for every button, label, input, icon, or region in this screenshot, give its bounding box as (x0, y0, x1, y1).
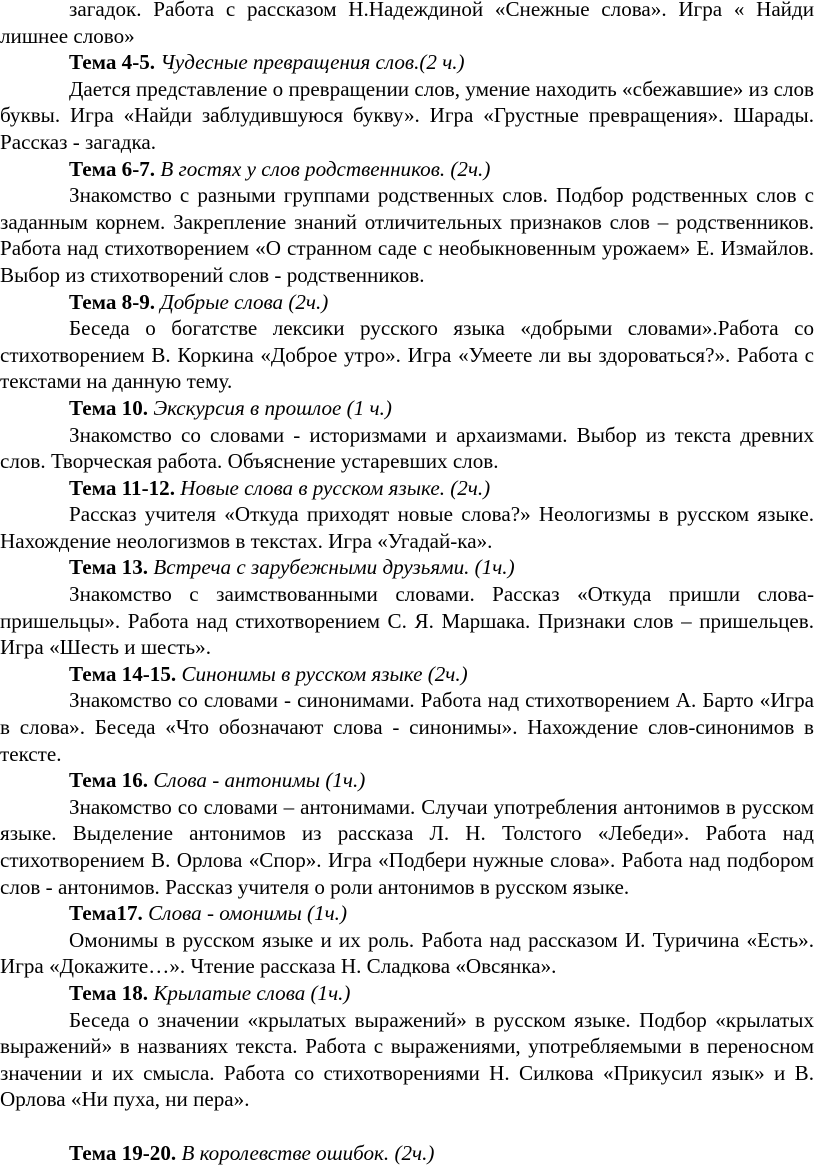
topic-title: Синонимы в русском языке (2ч.) (181, 661, 468, 686)
topic-heading-19-20 (0, 1140, 814, 1166)
topic-description: Знакомство со словами - историзмами и архаизмами. Выбор из текста древних слов. Творческая работа. Объяснение устаревших слов. (0, 422, 814, 474)
topic-heading-6-7 (0, 156, 814, 183)
topic-heading-16 (0, 767, 814, 794)
topic-heading-14-15 (0, 661, 814, 688)
topic-title: Экскурсия в прошлое (1 ч.) (153, 395, 392, 420)
topic-description: Беседа о богатстве лексики русского языка «добрыми словами».Работа со стихотворением В. Коркина «Доброе утро». Игра «Умеете ли вы здороваться?». Работа с текстами на данную тему. (0, 316, 814, 394)
topic-heading-8-9 (0, 289, 814, 316)
topic-title: Добрые слова (2ч.) (160, 289, 329, 314)
topic-title: Встреча с зарубежными друзьями. (1ч.) (153, 555, 515, 580)
topic-heading-11-12 (0, 475, 814, 502)
topic-title: В королевстве ошибок. (2ч.) (181, 1140, 435, 1165)
topic-title: Крылатые слова (1ч.) (153, 980, 351, 1005)
topic-number: Тема 6-7. (69, 156, 156, 181)
topic-number: Тема 14-15. (69, 661, 177, 686)
topic-description: Омонимы в русском языке и их роль. Работа над рассказом И. Туричина «Есть». Игра «Докажите…». Чтение рассказа Н. Сладкова «Овсянка». (0, 927, 814, 979)
topic-number: Тема 18. (69, 980, 149, 1005)
topic-title: В гостях у слов родственников. (2ч.) (160, 156, 491, 181)
topic-title: Слова - антонимы (1ч.) (153, 768, 366, 793)
topic-number: Тема17. (69, 901, 143, 926)
topic-heading-17 (0, 900, 814, 927)
topic-heading-4-5 (0, 49, 814, 76)
topic-description: Знакомство с заимствованными словами. Рассказ «Откуда пришли слова-пришельцы». Работа над стихотворением С. Я. Маршака. Признаки слов – пришельцев. Игра «Шесть и шесть». (0, 582, 814, 660)
topic-heading-13 (0, 554, 814, 581)
topic-description: Знакомство со словами – антонимами. Случаи употребления антонимов в русском языке. Выделение антонимов из рассказа Л. Н. Толстого «Лебеди». Работа над стихотворением В. Орлова «Спор». Игра «Подбери нужные слова». Работа над подбором слов - антонимов. Рассказ учителя о роли антонимов в русском языке. (0, 794, 814, 899)
topic-title: Чудесные превращения слов.(2 ч.) (160, 50, 465, 75)
topic-description: Знакомство с разными группами родственных слов. Подбор родственных слов с заданным корнем. Закрепление знаний отличительных признаков слов – родственников. Работа над стихотворением «О странном саде с необыкновенным урожаем» Е. Измайлов. Выбор из стихотворений слов - родственников. (0, 183, 814, 287)
topic-description: Беседа о значении «крылатых выражений» в русском языке. Подбор «крылатых выражений» в названиях текста. Работа с выражениями, употребляемыми в переносном значении и их смысла. Работа со стихотворениями Н. Силкова «Прикусил язык» и В. Орлова «Ни пуха, ни пера». (0, 1007, 814, 1112)
blank-line (0, 1113, 814, 1140)
topic-number: Тема 19-20. (69, 1140, 177, 1165)
topic-description: Рассказ учителя «Откуда приходят новые слова?» Неологизмы в русском языке. Нахождение неологизмов в текстах. Игра «Угадай-ка». (0, 502, 814, 553)
topic-heading-18 (0, 980, 814, 1007)
topic-description: Дается представление о превращении слов, умение находить «сбежавшие» из слов буквы. Игра «Найди заблудившуюся букву». Игра «Грустные превращения». Шарады. Рассказ - загадка. (0, 76, 814, 154)
topic-number: Тема 4-5. (69, 50, 156, 75)
topic-number: Тема 11-12. (69, 475, 175, 500)
topic-heading-10 (0, 395, 814, 422)
topic-number: Тема 16. (69, 768, 149, 793)
topic-number: Тема 8-9. (69, 289, 156, 314)
topic-description: Знакомство со словами - синонимами. Работа над стихотворением А. Барто «Игра в слова». Беседа «Что обозначают слова - синонимы». Нахождение слов-синонимов в тексте. (0, 688, 814, 766)
topic-number: Тема 13. (69, 555, 149, 580)
topic-title: Слова - омонимы (1ч.) (148, 901, 347, 926)
topic-number: Тема 10. (69, 395, 149, 420)
intro-paragraph: загадок. Работа с рассказом Н.Надеждиной «Снежные слова». Игра « Найди лишнее слово» (0, 0, 814, 48)
topic-title: Новые слова в русском языке. (2ч.) (180, 475, 491, 500)
